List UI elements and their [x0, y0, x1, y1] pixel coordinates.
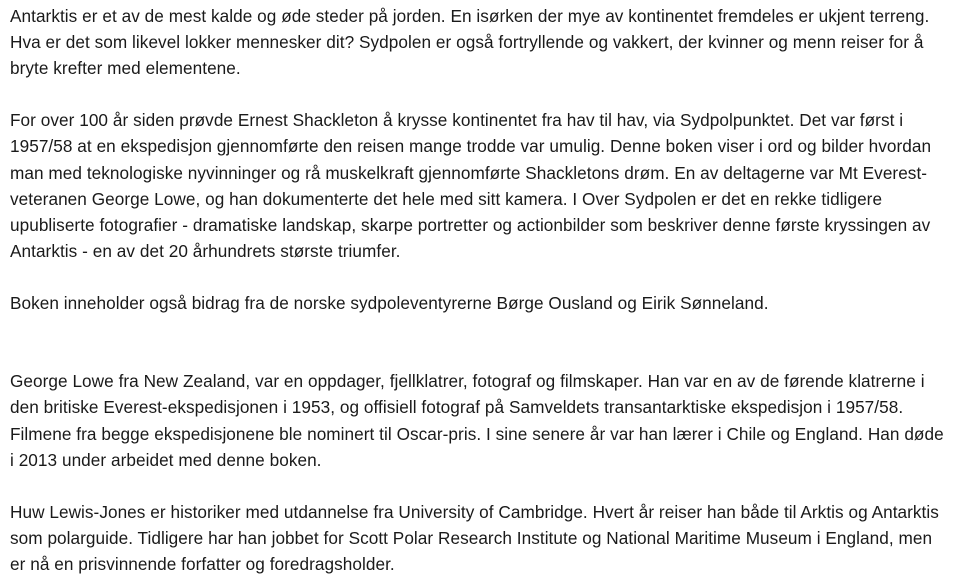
paragraph-spacer [10, 473, 950, 499]
paragraph-spacer [10, 264, 950, 290]
paragraph-intro: Antarktis er et av de mest kalde og øde steder på jorden. En isørken der mye av kontinentet fremdeles er ukjent terreng. Hva er det som likevel lokker mennesker dit? Sydpolen er også fortryllende og vakkert, der kvinner og menn reiser for å bryte krefter med elementene. [10, 6, 930, 79]
paragraph-spacer [10, 81, 950, 107]
paragraph-expedition: For over 100 år siden prøvde Ernest Shackleton å krysse kontinentet fra hav til hav, via Sydpolpunktet. Det var først i 1957/58 at en ekspedisjon gjennomførte den reisen mange trodde var umulig. Denne boken viser i ord og bilder hvordan man med teknologiske nyvinninger og rå muskelkraft gjennomførte Shackletons drøm. En av deltagerne var Mt Everest-veteranen George Lowe, og han dokumenterte det hele med sitt kamera. I Over Sydpolen er det en rekke tidligere upubliserte fotografier - dramatiske landskap, skarpe portretter og actionbilder som beskriver denne første kryssingen av Antarktis - en av det 20 århundrets største triumfer. [10, 110, 932, 261]
paragraph-author-lewis-jones: Huw Lewis-Jones er historiker med utdannelse fra University of Cambridge. Hvert år reiser han både til Arktis og Antarktis som polarguide. Tidligere har han jobbet for Scott Polar Research Institute og National Maritime Museum i England, men er nå en prisvinnende forfatter og foredragsholder. [10, 501, 939, 574]
paragraph-author-lowe: George Lowe fra New Zealand, var en oppdager, fjellklatrer, fotograf og filmskaper. Han var en av de førende klatrerne i den britiske Everest-ekspedisjonen i 1953, og offisiell fotograf på Samveldets transantarktiske ekspedisjon i 1957/58. Filmene fra begge ekspedisjonene ble nominert til Oscar-pris. I sine senere år var han lærer i Chile og England. Han døde i 2013 under arbeidet med denne boken. [10, 371, 944, 470]
section-spacer [10, 316, 950, 368]
paragraph-contributors: Boken inneholder også bidrag fra de norske sydpoleventyrerne Børge Ousland og Eirik Sønneland. [10, 293, 769, 314]
